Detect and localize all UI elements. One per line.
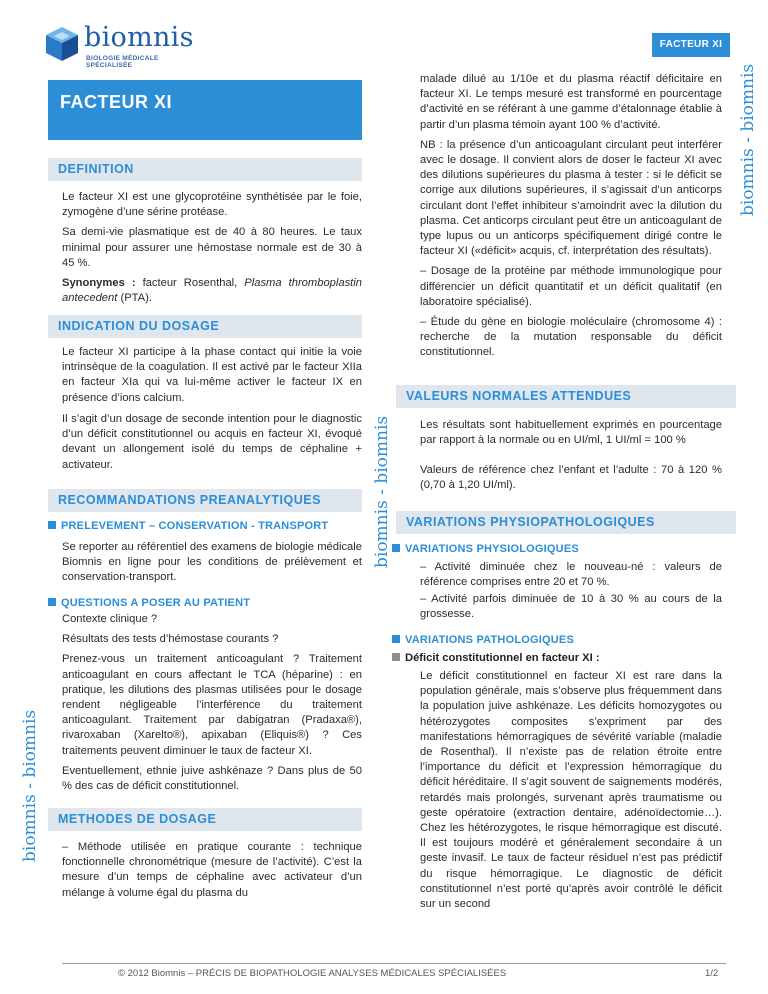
definition-p1: Le facteur XI est une glycoprotéine synthétisée par le foie, zymogène d’une sérine protéase. xyxy=(62,191,362,219)
square-bullet-icon xyxy=(392,653,400,661)
synonyms-label: Synonymes : xyxy=(62,277,136,290)
watermark-middle: biomnis - biomnis xyxy=(372,415,392,568)
methodes-p5: – Étude du gène en biologie moléculaire (chromosome 4) : recherche de la mutation responsable du déficit constitutionnel. xyxy=(420,316,722,359)
section-variations-heading: VARIATIONS PHYSIOPATHOLOGIQUES xyxy=(396,511,736,534)
physio-subheading: VARIATIONS PHYSIOLOGIQUES xyxy=(392,543,579,555)
brand-name: biomnis xyxy=(84,22,194,53)
deficit-text: Le déficit constitutionnel en facteur XI est rare dans la population générale, mais s’observe plus fréquemment dans la population juive ashkénaze. Les déficits homozygotes ou hétérozygotes composites s’expriment par des manifestations hémorragiques de sévérité variable (maladie de Rosenthal). Il n’existe pas de relation étroite entre l’importance du déficit et l’expression hémorragique du déficit héréditaire. Il s’agit souvent de saignements modérés, retardés mais prolongés, survenant après traumatisme ou geste opératoire (extraction dentaire, adénoïdectomie…). Chez les hétérozygotes, le risque hémorragique est discuté. Il est toujours modéré et généralement secondaire à un geste invasif. Le taux de facteur résiduel n’est pas prédictif du risque hémorragique. Le diagnostic de déficit constitutionnel n’est porté qu’après avoir contrôlé le déficit sur un second xyxy=(420,670,722,911)
brand-tagline: BIOLOGIE MÉDICALE SPÉCIALISÉE xyxy=(86,55,159,69)
watermark-right: biomnis - biomnis xyxy=(738,63,758,216)
physio1: – Activité diminuée chez le nouveau-né : valeurs de référence comprises entre 20 et 70 %. xyxy=(420,561,722,589)
methodes-p4: – Dosage de la protéine par méthode immunologique pour différencier un déficit quantitatif et un déficit qualitatif (en laboratoire spécialisé). xyxy=(420,265,722,308)
logo-cube-icon xyxy=(42,24,82,64)
page-number: 1/2 xyxy=(705,968,719,979)
definition-text xyxy=(62,190,362,311)
valeurs-p2: Valeurs de référence chez l’enfant et l’adulte : 70 à 120 % (0,70 à 1,20 UI/ml). xyxy=(420,464,722,492)
footer-divider xyxy=(62,963,726,964)
biomnis-logo xyxy=(42,22,202,69)
methodes-p1: – Méthode utilisée en pratique courante : technique fonctionnelle chronométrique (mesure de l’activité). C’est la mesure d’un temps de céphaline avec activateur d’un mélange à volume égal du plasma du xyxy=(62,841,362,899)
section-methodes-heading: METHODES DE DOSAGE xyxy=(48,808,362,831)
section-recommandations-heading: RECOMMANDATIONS PREANALYTIQUES xyxy=(48,489,362,512)
footer-text: © 2012 Biomnis – PRÉCIS DE BIOPATHOLOGIE ANALYSES MÉDICALES SPÉCIALISÉES xyxy=(118,968,507,979)
question-3: Prenez-vous un traitement anticoagulant ? Traitement anticoagulant en cours affectant le TCA (héparine) : en pratique, les dilutions des plasmas utilisées pour le dosage rendent négligeable l’interférence du traitement anticoagulant. Traitement par dabigatran (Pradaxa®), rivaroxaban (Xarelto®), apixaban (Eliquis®) ? Ces traitements peuvent diminuer le taux de facteur XI. xyxy=(62,653,362,757)
square-bullet-icon xyxy=(48,521,56,529)
watermark-left: biomnis - biomnis xyxy=(20,709,40,862)
indication-p2: Il s’agit d’un dosage de seconde intention pour le diagnostic d’un déficit constitutionnel ou acquis en facteur XI, évoqué devant un allongement isolé du temps de céphaline + activateur. xyxy=(62,413,362,471)
header-badge: FACTEUR XI xyxy=(652,33,730,57)
questions-text xyxy=(62,612,362,799)
square-bullet-icon xyxy=(392,544,400,552)
valeurs-p1: Les résultats sont habituellement exprimés en pourcentage par rapport à la normale ou en UI/ml, 1 UI/ml = 100 % xyxy=(420,419,722,447)
patho-subheading: VARIATIONS PATHOLOGIQUES xyxy=(392,634,574,646)
square-bullet-icon xyxy=(48,598,56,606)
physio2: – Activité parfois diminuée de 10 à 30 % au cours de la grossesse. xyxy=(420,593,722,621)
synonyms: Synonymes : facteur Rosenthal, Plasma thromboplastin antecedent (PTA). xyxy=(62,277,362,305)
section-indication-heading: INDICATION DU DOSAGE xyxy=(48,315,362,338)
question-4: Eventuellement, ethnie juive ashkénaze ? Dans plus de 50 % des cas de déficit constitutionnel. xyxy=(62,764,362,793)
prelevement-text: Se reporter au référentiel des examens de biologie médicale Biomnis en ligne pour les conditions de prélèvement et conservation-transport. xyxy=(62,541,362,584)
definition-p2: Sa demi-vie plasmatique est de 40 à 80 heures. Le taux minimal pour assurer une hémostase normale est de 30 à 45 %. xyxy=(62,226,362,269)
indication-p1: Le facteur XI participe à la phase contact qui initie la voie intrinsèque de la coagulation. Il est activé par le facteur XIIa en facteur XIa qui va lui-même activer le facteur IX en présence d’ions calcium. xyxy=(62,346,362,404)
page-title: FACTEUR XI xyxy=(60,92,173,112)
methodes-p3: NB : la présence d’un anticoagulant circulant peut interférer avec le dosage. Il convient alors de doser le facteur XI avec des dilutions supérieures du plasma à tester : si le déficit se corrige aux dilutions supérieures, il s’agissait d’un anticorps circulant dont l’effet inhibiteur s’amoindrit avec la dilution du plasma. Cet anticorps circulant peut être un anticoagulant de type lupus ou un anticorps spécifiquement dirigé contre le facteur XI («déficit» acquis, cf. interprétation des résultats). xyxy=(420,138,722,258)
prelevement-subheading: PRELEVEMENT – CONSERVATION - TRANSPORT xyxy=(48,520,328,532)
section-valeurs-heading: VALEURS NORMALES ATTENDUES xyxy=(396,385,736,408)
question-2: Résultats des tests d’hémostase courants ? xyxy=(62,633,279,646)
square-bullet-icon xyxy=(392,635,400,643)
questions-subheading: QUESTIONS A POSER AU PATIENT xyxy=(48,597,250,609)
page-title-box xyxy=(48,80,362,140)
methodes-p2: malade dilué au 1/10e et du plasma réactif déficitaire en facteur XI. Le temps mesuré est transformé en pourcentage d’activité en se référant à une gamme d’étalonnage établie à partir d’un plasma témoin ayant 100 % d’activité. xyxy=(420,73,722,131)
section-definition-heading: DEFINITION xyxy=(48,158,362,181)
question-1: Contexte clinique ? xyxy=(62,613,158,625)
deficit-subheading: Déficit constitutionnel en facteur XI : xyxy=(392,652,600,664)
methodes-continuation xyxy=(420,72,722,366)
